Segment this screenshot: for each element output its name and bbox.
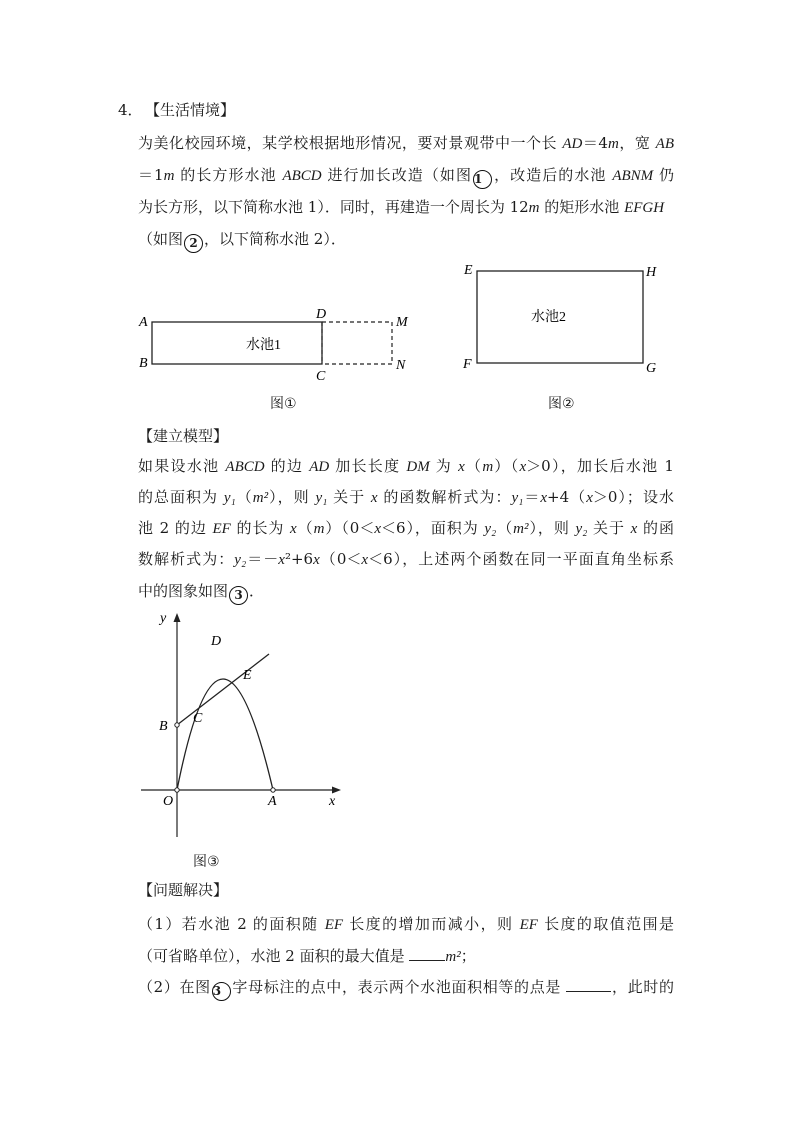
figure-reference-circled-number: 1: [473, 170, 492, 189]
text-segment: x: [361, 552, 369, 568]
text-segment: x: [370, 490, 378, 506]
point-a-marker: [271, 788, 275, 792]
text-segment: 长度的增加而减小，则: [343, 915, 520, 933]
text-segment: ，改造后的水池: [493, 166, 613, 184]
figure-1-caption: 图①: [270, 396, 297, 412]
label-b: B: [139, 356, 148, 371]
model-line: [138, 518, 674, 539]
text-segment: 的总面积为: [138, 488, 224, 506]
line-y1: [177, 654, 269, 725]
text-segment: m²: [445, 949, 461, 965]
point-a-label: A: [268, 794, 277, 809]
text-segment: m²: [252, 490, 269, 506]
answer-blank[interactable]: [566, 977, 611, 992]
model-line: [138, 456, 674, 477]
text-segment: （2）在图: [138, 978, 211, 996]
text-segment: EF: [519, 917, 538, 933]
text-segment: EF: [324, 917, 344, 933]
text-segment: 关于: [327, 488, 371, 506]
point-o-label: O: [163, 794, 174, 809]
rect-extension-dashed: [322, 322, 392, 364]
text-segment: y₂: [575, 521, 588, 537]
text-segment: 中的图象如图: [138, 582, 229, 600]
x-axis-arrow-icon: [332, 787, 341, 794]
text-segment: x: [458, 459, 465, 475]
text-segment: 的函数解析式为：: [377, 488, 512, 506]
point-b-marker: [175, 723, 179, 727]
text-segment: ＜6），上述两个函数在同一平面直角坐标系: [368, 550, 674, 568]
text-segment: EF: [212, 521, 231, 537]
figure-3-function-graph: [135, 605, 350, 845]
text-segment: 的函: [637, 519, 674, 537]
figure-reference-circled-number: 3: [212, 982, 231, 1001]
label-a: A: [139, 315, 148, 330]
text-segment: 的长为: [230, 519, 291, 537]
x-axis-label: x: [329, 794, 336, 809]
text-segment: ABCD: [282, 168, 322, 184]
text-segment: 加长长度: [329, 457, 407, 475]
label-n: N: [396, 358, 406, 373]
text-segment: y₁: [511, 490, 524, 506]
text-segment: ＞0），加长后水池 1: [526, 457, 674, 475]
figure-3-caption: 图③: [193, 854, 220, 870]
text-segment: y₂: [484, 521, 497, 537]
text-segment: （: [496, 519, 514, 537]
text-segment: （0＜: [319, 550, 362, 568]
text-segment: ²+6: [284, 550, 314, 568]
text-segment: 如果设水池: [138, 457, 226, 475]
text-segment: ＜6），面积为: [381, 519, 485, 537]
y-axis-label: y: [160, 611, 167, 626]
text-segment: （可省略单位），水池 2 面积的最大值是: [138, 947, 410, 965]
ctx-line: [138, 133, 674, 154]
text-segment: x: [313, 552, 320, 568]
text-segment: ），则: [528, 519, 576, 537]
text-segment: 仍: [653, 166, 674, 184]
text-segment: x: [519, 459, 527, 475]
point-c-label: C: [193, 711, 203, 726]
model-line: [138, 581, 264, 605]
figure-reference-circled-number: 2: [184, 234, 203, 253]
text-segment: AB: [655, 136, 674, 152]
text-segment: ABCD: [225, 459, 265, 475]
pool-1-label: 水池1: [246, 338, 281, 353]
text-segment: ＝1: [138, 166, 164, 184]
model-line: [138, 487, 674, 508]
section-heading-context: 【生活情境】: [152, 101, 236, 119]
text-segment: x: [630, 521, 638, 537]
label-d: D: [316, 307, 327, 322]
point-b-label: B: [159, 719, 168, 734]
text-segment: 进行加长改造（如图: [321, 166, 473, 184]
label-e: E: [464, 263, 473, 278]
pool-2-label: 水池2: [531, 310, 566, 325]
text-segment: 为美化校园环境，某学校根据地形情况，要对景观带中一个长: [138, 134, 563, 152]
text-segment: EFGH: [624, 200, 665, 216]
text-segment: x: [290, 521, 297, 537]
text-segment: ＝: [523, 488, 541, 506]
text-segment: AD: [309, 459, 330, 475]
rect-abcd: [152, 322, 322, 364]
text-segment: y₂: [234, 552, 247, 568]
text-segment: ABNM: [612, 168, 654, 184]
figure-reference-circled-number: 3: [229, 586, 248, 605]
text-segment: x: [540, 490, 548, 506]
text-segment: m: [607, 136, 619, 152]
figure-2-rectangle-pool: [455, 258, 670, 383]
text-segment: ，此时的: [611, 978, 674, 996]
text-segment: ＝－: [246, 550, 279, 568]
answer-blank[interactable]: [409, 946, 445, 961]
figure-2-caption: 图②: [548, 396, 575, 412]
text-segment: 的边: [264, 457, 310, 475]
solve-line: [138, 914, 674, 935]
text-segment: ；: [460, 947, 476, 965]
label-g: G: [646, 361, 657, 376]
text-segment: 的长方形水池: [174, 166, 283, 184]
y-axis-arrow-icon: [174, 613, 181, 622]
text-segment: 为: [429, 457, 459, 475]
text-segment: ，宽: [618, 134, 656, 152]
text-segment: AD: [562, 136, 583, 152]
ctx-line: [138, 229, 346, 253]
text-segment: x: [374, 521, 381, 537]
text-segment: y₁: [315, 490, 328, 506]
point-d-label: D: [211, 634, 222, 649]
text-segment: m²: [513, 521, 529, 537]
parabola-y2-curve: [177, 679, 273, 790]
point-e-label: E: [243, 668, 252, 683]
text-segment: 数解析式为：: [138, 550, 235, 568]
text-segment: m: [482, 459, 494, 475]
text-segment: m: [528, 200, 540, 216]
text-segment: （: [464, 457, 483, 475]
section-heading-model: 【建立模型】: [138, 427, 229, 445]
label-h: H: [646, 265, 657, 280]
model-line: [138, 549, 674, 570]
solve-line: [138, 977, 674, 1001]
label-m: M: [396, 315, 408, 330]
text-segment: （: [235, 488, 253, 506]
section-heading-solve: 【问题解决】: [138, 881, 229, 899]
text-segment: DM: [406, 459, 430, 475]
ctx-line: [138, 197, 664, 218]
text-segment: ）（0＜: [324, 519, 375, 537]
text-segment: ．: [249, 582, 265, 600]
ctx-line: [138, 165, 674, 189]
text-segment: 字母标注的点中，表示两个水池面积相等的点是: [231, 978, 567, 996]
text-segment: ＝4: [582, 134, 608, 152]
text-segment: +4（: [547, 488, 587, 506]
text-segment: y₁: [223, 490, 236, 506]
text-segment: 为长方形，以下简称水池 1）．同时，再建造一个周长为 12: [138, 198, 529, 216]
label-f: F: [463, 357, 472, 372]
text-segment: 池 2 的边: [138, 519, 213, 537]
text-segment: 的矩形水池: [539, 198, 625, 216]
text-segment: ），则: [268, 488, 316, 506]
text-segment: ，以下简称水池 2）．: [204, 230, 346, 248]
text-segment: m: [163, 168, 175, 184]
text-segment: （如图: [138, 230, 184, 248]
text-segment: ＞0）；设水: [592, 488, 674, 506]
point-o-marker: [175, 788, 179, 792]
label-c: C: [316, 369, 326, 384]
solve-line: [138, 946, 476, 967]
question-header: [118, 100, 235, 120]
text-segment: （1）若水池 2 的面积随: [138, 915, 325, 933]
text-segment: 长度的取值范围是: [537, 915, 674, 933]
text-segment: x: [586, 490, 593, 506]
text-segment: （: [296, 519, 314, 537]
text-segment: 关于: [587, 519, 631, 537]
question-number: 4．: [118, 101, 143, 119]
text-segment: x: [278, 552, 285, 568]
text-segment: ）（: [493, 457, 520, 475]
text-segment: m: [313, 521, 325, 537]
